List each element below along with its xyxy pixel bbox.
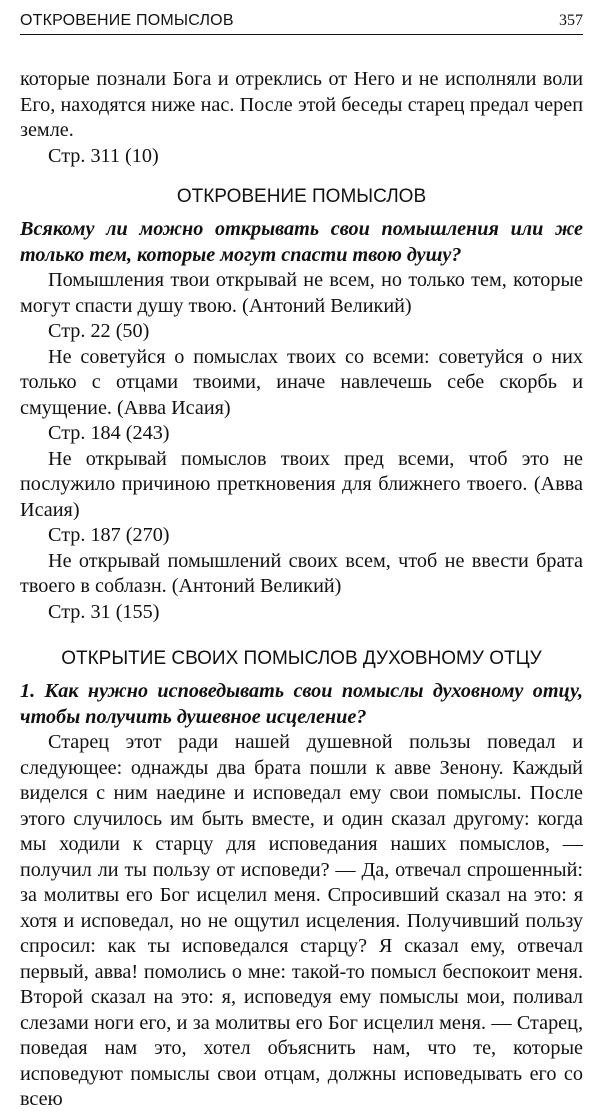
section2-paragraph: Старец этот ради нашей душевной пользы поведал и следующее: однажды два брата пошли к авве Зенону. Каждый виделся с ним наедине и исповедал ему свои помыслы. После этого случилось им быть вместе, и один сказал другому: когда мы ходили к старцу для исповедания наших помыслов, — получил ли ты пользу от исповеди? — Да, отвечал спрошенный: за молитвы его Бог исцелил меня. Спросивший сказал на это: я хотя и исповедал, но не ощутил исцеления. Получивший пользу спросил: как ты исповедался старцу? Я сказал ему, отвечал первый, авва! помолись о мне: такой-то помысл беспокоит меня. Второй сказал на это: я, исповедуя ему помыслы мои, поливал слезами ноги его, и за молитвы его Бог исцелил меня. — Старец, поведая нам это, хотел объяснить нам, что те, которые исповедуют помыслы свои отцам, должны исповедывать его со всею xyxy=(20,731,583,1110)
running-title: ОТКРОВЕНИЕ ПОМЫСЛОВ xyxy=(20,12,234,29)
section-heading-revelation: ОТКРОВЕНИЕ ПОМЫСЛОВ xyxy=(176,186,427,207)
quote-paragraph: Не советуйся о помыслах твоих со всеми: советуйся о них только с отцами твоими, иначе навлечешь себе скорбь и смущение. (Авва Исаия) xyxy=(20,345,583,419)
intro-reference: Стр. 311 (10) xyxy=(48,144,159,167)
page-number: 357 xyxy=(559,12,583,29)
running-header xyxy=(20,8,583,35)
quote-reference: Стр. 187 (270) xyxy=(48,524,170,546)
page-body xyxy=(20,67,583,1113)
section2-question: 1. Как нужно исповедывать свои помыслы духовному отцу, чтобы получить душевное исцеление? xyxy=(20,680,583,728)
section1-question: Всякому ли можно открывать свои помышления или же только тем, которые могут спасти твою душу? xyxy=(20,218,583,266)
quote-reference: Стр. 31 (155) xyxy=(48,600,160,623)
intro-paragraph: которые познали Бога и отреклись от Него и не исполняли воли Его, находятся ниже нас. После этой беседы старец предал череп земле. xyxy=(20,68,583,141)
quote-paragraph: Не открывай помышлений своих всем, чтоб не ввести брата твоего в соблазн. (Антоний Великий) xyxy=(20,549,583,597)
quote-paragraph: Не открывай помыслов твоих пред всеми, чтоб это не послужило причиною преткновения для ближнего твоего. (Авва Исаия) xyxy=(20,447,583,521)
quote-paragraph: Помышления твои открывай не всем, но только тем, которые могут спасти душу твою. (Антоний Великий) xyxy=(20,269,583,317)
quote-reference: Стр. 22 (50) xyxy=(48,320,150,342)
section-heading-spiritual-father: ОТКРЫТИЕ СВОИХ ПОМЫСЛОВ ДУХОВНОМУ ОТЦУ xyxy=(61,648,542,669)
quote-reference: Стр. 184 (243) xyxy=(48,422,170,444)
